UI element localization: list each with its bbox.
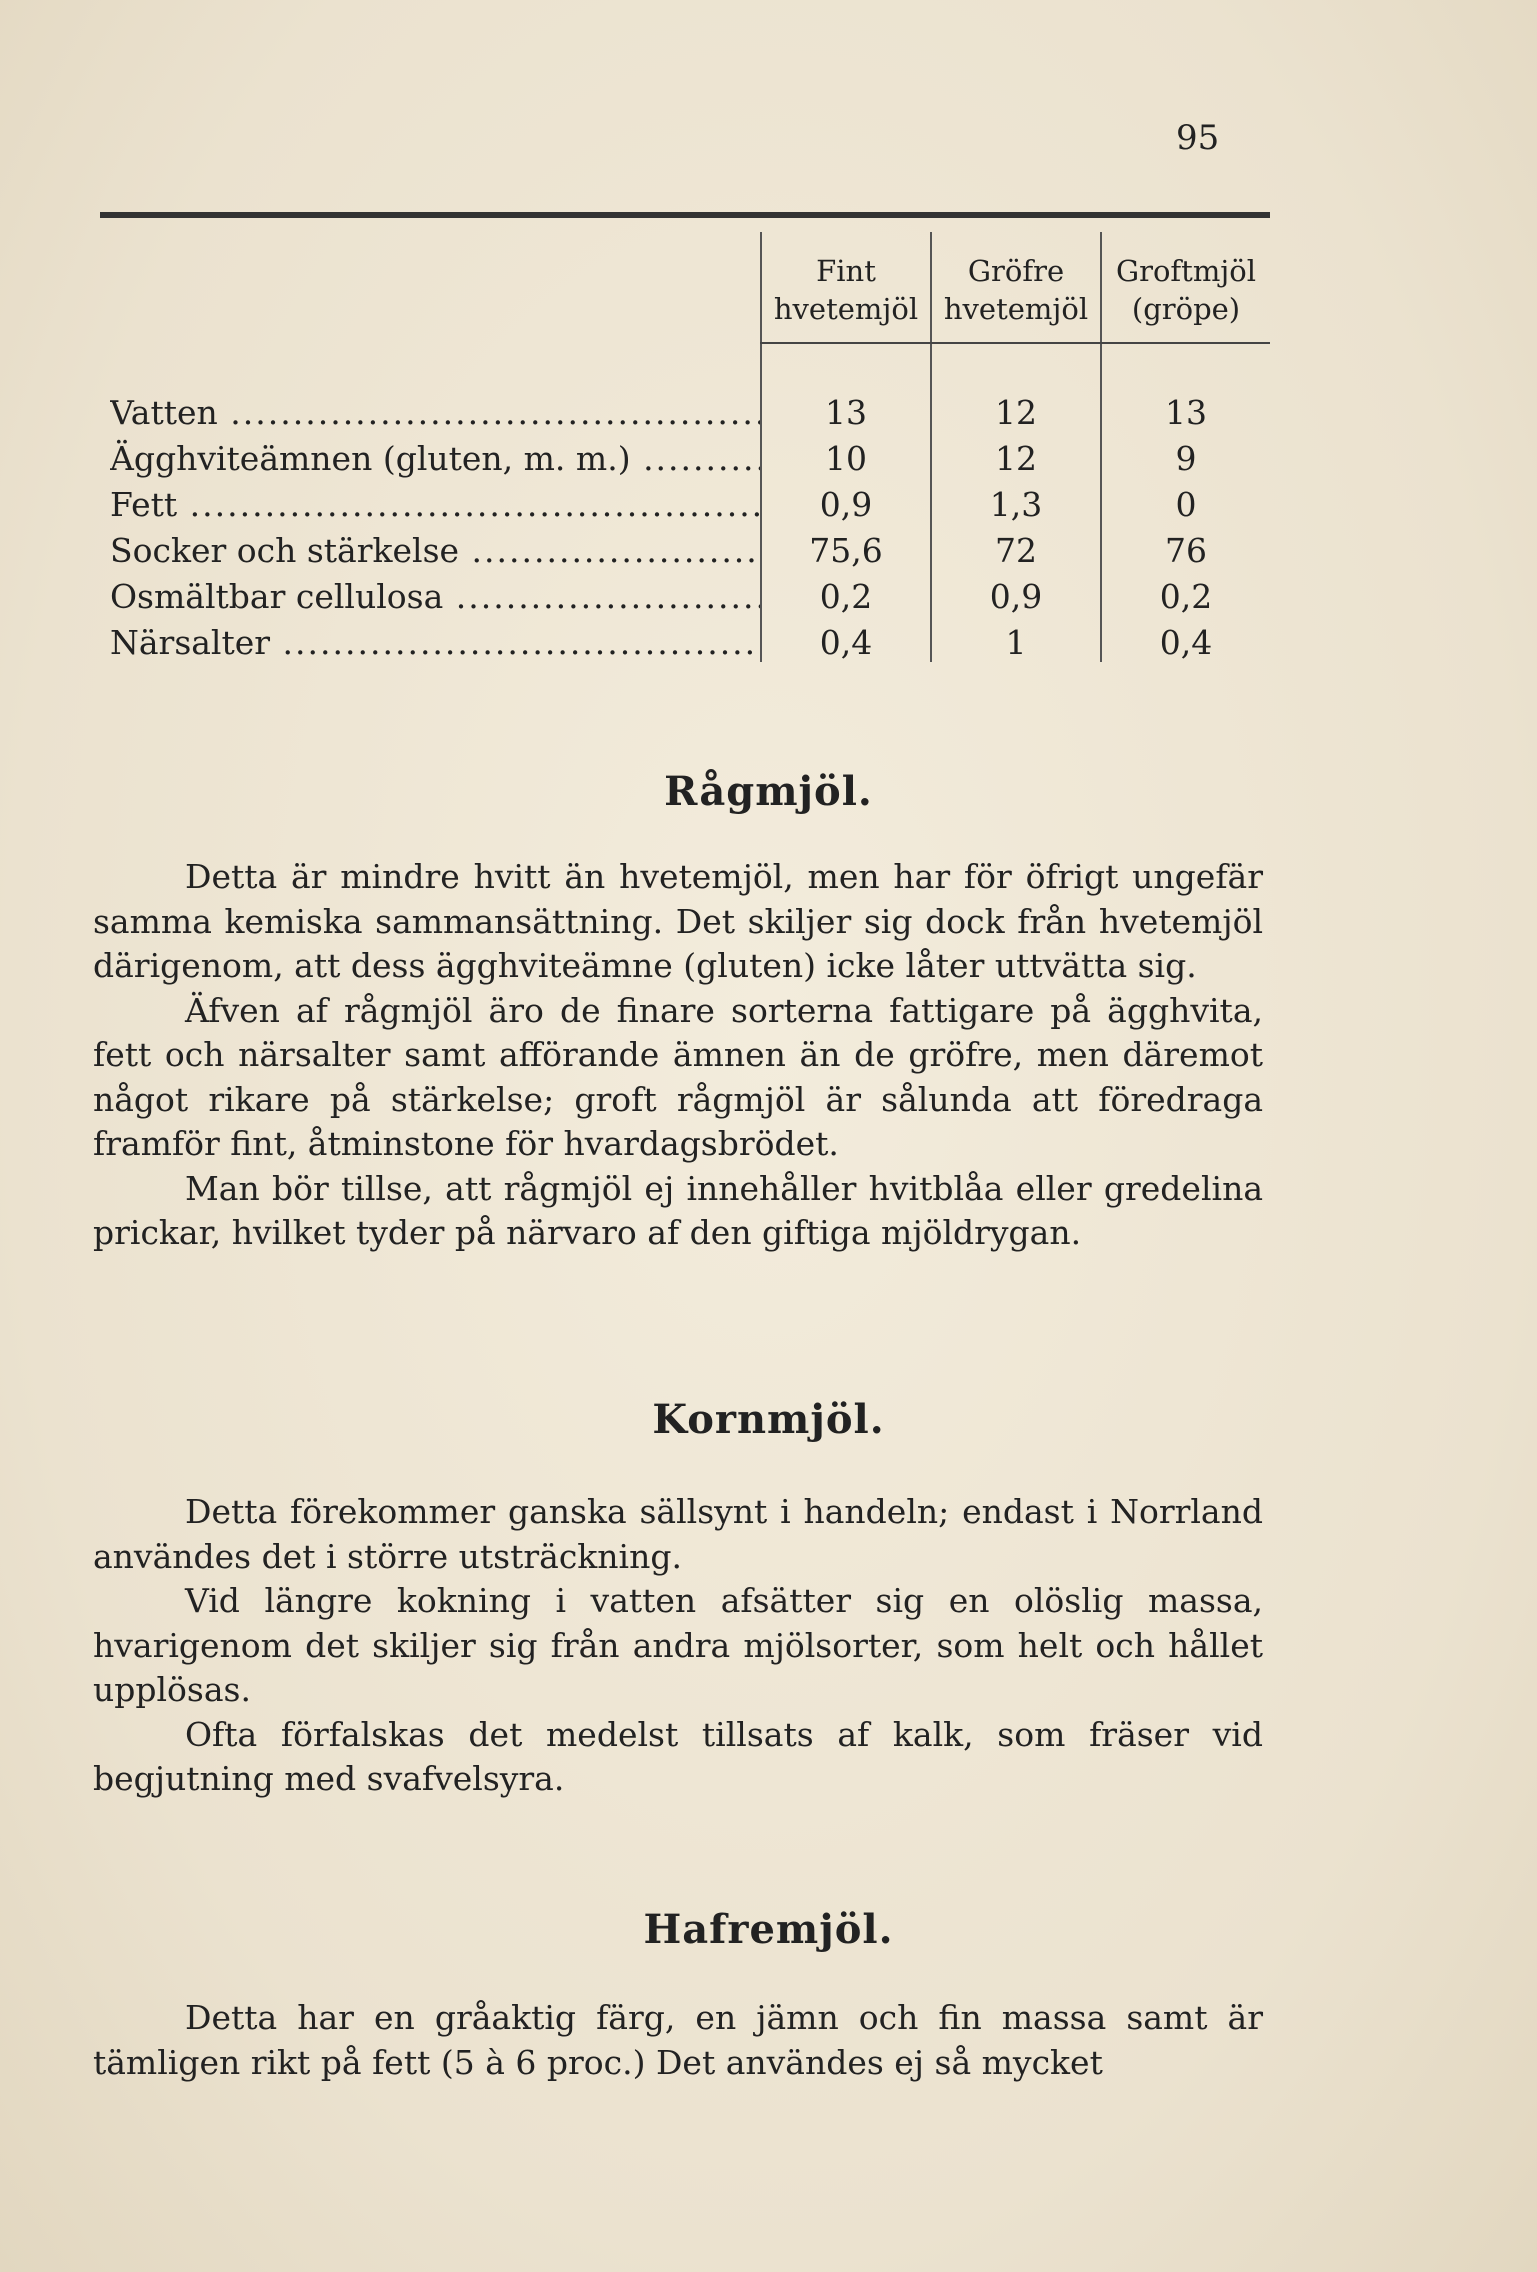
column-header-line: Fint (816, 254, 876, 288)
section-body-hafremjol (93, 1996, 1263, 2085)
column-header-fint (762, 252, 930, 328)
table-cell: 12 (995, 439, 1037, 478)
column-header-groftmjol (1102, 252, 1270, 328)
paragraph: Man bör tillse, att rågmjöl ej innehåller hvitblåa eller gredelina prickar, hvilket tyder på närvaro af den giftiga mjöldrygan. (93, 1168, 1263, 1252)
table-cell: 0,9 (819, 485, 873, 524)
row-label: Ägghviteämnen (gluten, m. m.) (110, 439, 631, 478)
paragraph: Äfven af rågmjöl äro de finare sorterna fattigare på ägghvita, fett och närsalter samt afförande ämnen än de gröfre, men däremot något rikare på stärkelse; groft rågmjöl är sålunda att föredraga framför fint, åtminstone för hvardagsbrödet. (93, 990, 1263, 1163)
table-cell: 72 (995, 531, 1037, 570)
column-header-line: Gröfre (967, 254, 1065, 288)
table-cell: 75,6 (809, 531, 883, 570)
table-cell: 0,4 (819, 623, 873, 662)
column-header-line: Groftmjöl (1115, 254, 1257, 288)
paragraph: Detta förekommer ganska sällsynt i handeln; endast i Norrland användes det i större utsträckning. (93, 1492, 1263, 1576)
table-cell: 13 (825, 393, 867, 432)
section-heading-kornmjol: Kornmjöl. (652, 1396, 885, 1443)
table-cell: 0,4 (1159, 623, 1213, 662)
table-cell: 1 (1005, 623, 1027, 662)
column-header-line: hvetemjöl (773, 292, 919, 326)
table-cell: 10 (825, 439, 867, 478)
table-cell: 0,2 (819, 577, 873, 616)
table-cell: 0,9 (989, 577, 1043, 616)
section-body-ragmjol (93, 855, 1263, 1256)
page-number: 95 (1176, 118, 1220, 158)
nutrition-table (100, 212, 1270, 662)
paragraph: Detta har en gråaktig färg, en jämn och fin massa samt är tämligen rikt på fett (5 à 6 proc.) Det användes ej så mycket (93, 1998, 1263, 2082)
paragraph: Vid längre kokning i vatten afsätter sig en olöslig massa, hvarigenom det skiljer sig från andra mjölsorter, som helt och hållet upplösas. (93, 1581, 1263, 1709)
column-header-grofre (932, 252, 1100, 328)
section-body-kornmjol (93, 1490, 1263, 1802)
table-cell: 9 (1175, 439, 1197, 478)
table-header-rule (760, 342, 1270, 344)
column-header-line: (gröpe) (1131, 292, 1241, 326)
section-heading-ragmjol: Rågmjöl. (664, 768, 873, 815)
row-label: Närsalter (110, 623, 271, 662)
row-label: Socker och stärkelse (110, 531, 460, 570)
row-label: Osmältbar cellulosa (110, 577, 444, 616)
section-heading-hafremjol: Hafremjöl. (643, 1906, 894, 1953)
table-cell: 12 (995, 393, 1037, 432)
table-cell: 0 (1175, 485, 1197, 524)
row-label: Fett (110, 485, 178, 524)
paragraph: Detta är mindre hvitt än hvetemjöl, men har för öfrigt ungefär samma kemiska sammansättning. Det skiljer sig dock från hvetemjöl därigenom, att dess ägghviteämne (gluten) icke låter uttvätta sig. (93, 857, 1263, 985)
table-cell: 0,2 (1159, 577, 1213, 616)
row-label: Vatten (110, 393, 218, 432)
table-cell: 1,3 (989, 485, 1043, 524)
table-cell: 13 (1165, 393, 1207, 432)
table-cell: 76 (1165, 531, 1207, 570)
column-header-line: hvetemjöl (943, 292, 1089, 326)
paragraph: Ofta förfalskas det medelst tillsats af kalk, som fräser vid begjutning med svafvelsyra. (93, 1714, 1263, 1798)
table-top-rule (100, 212, 1270, 218)
